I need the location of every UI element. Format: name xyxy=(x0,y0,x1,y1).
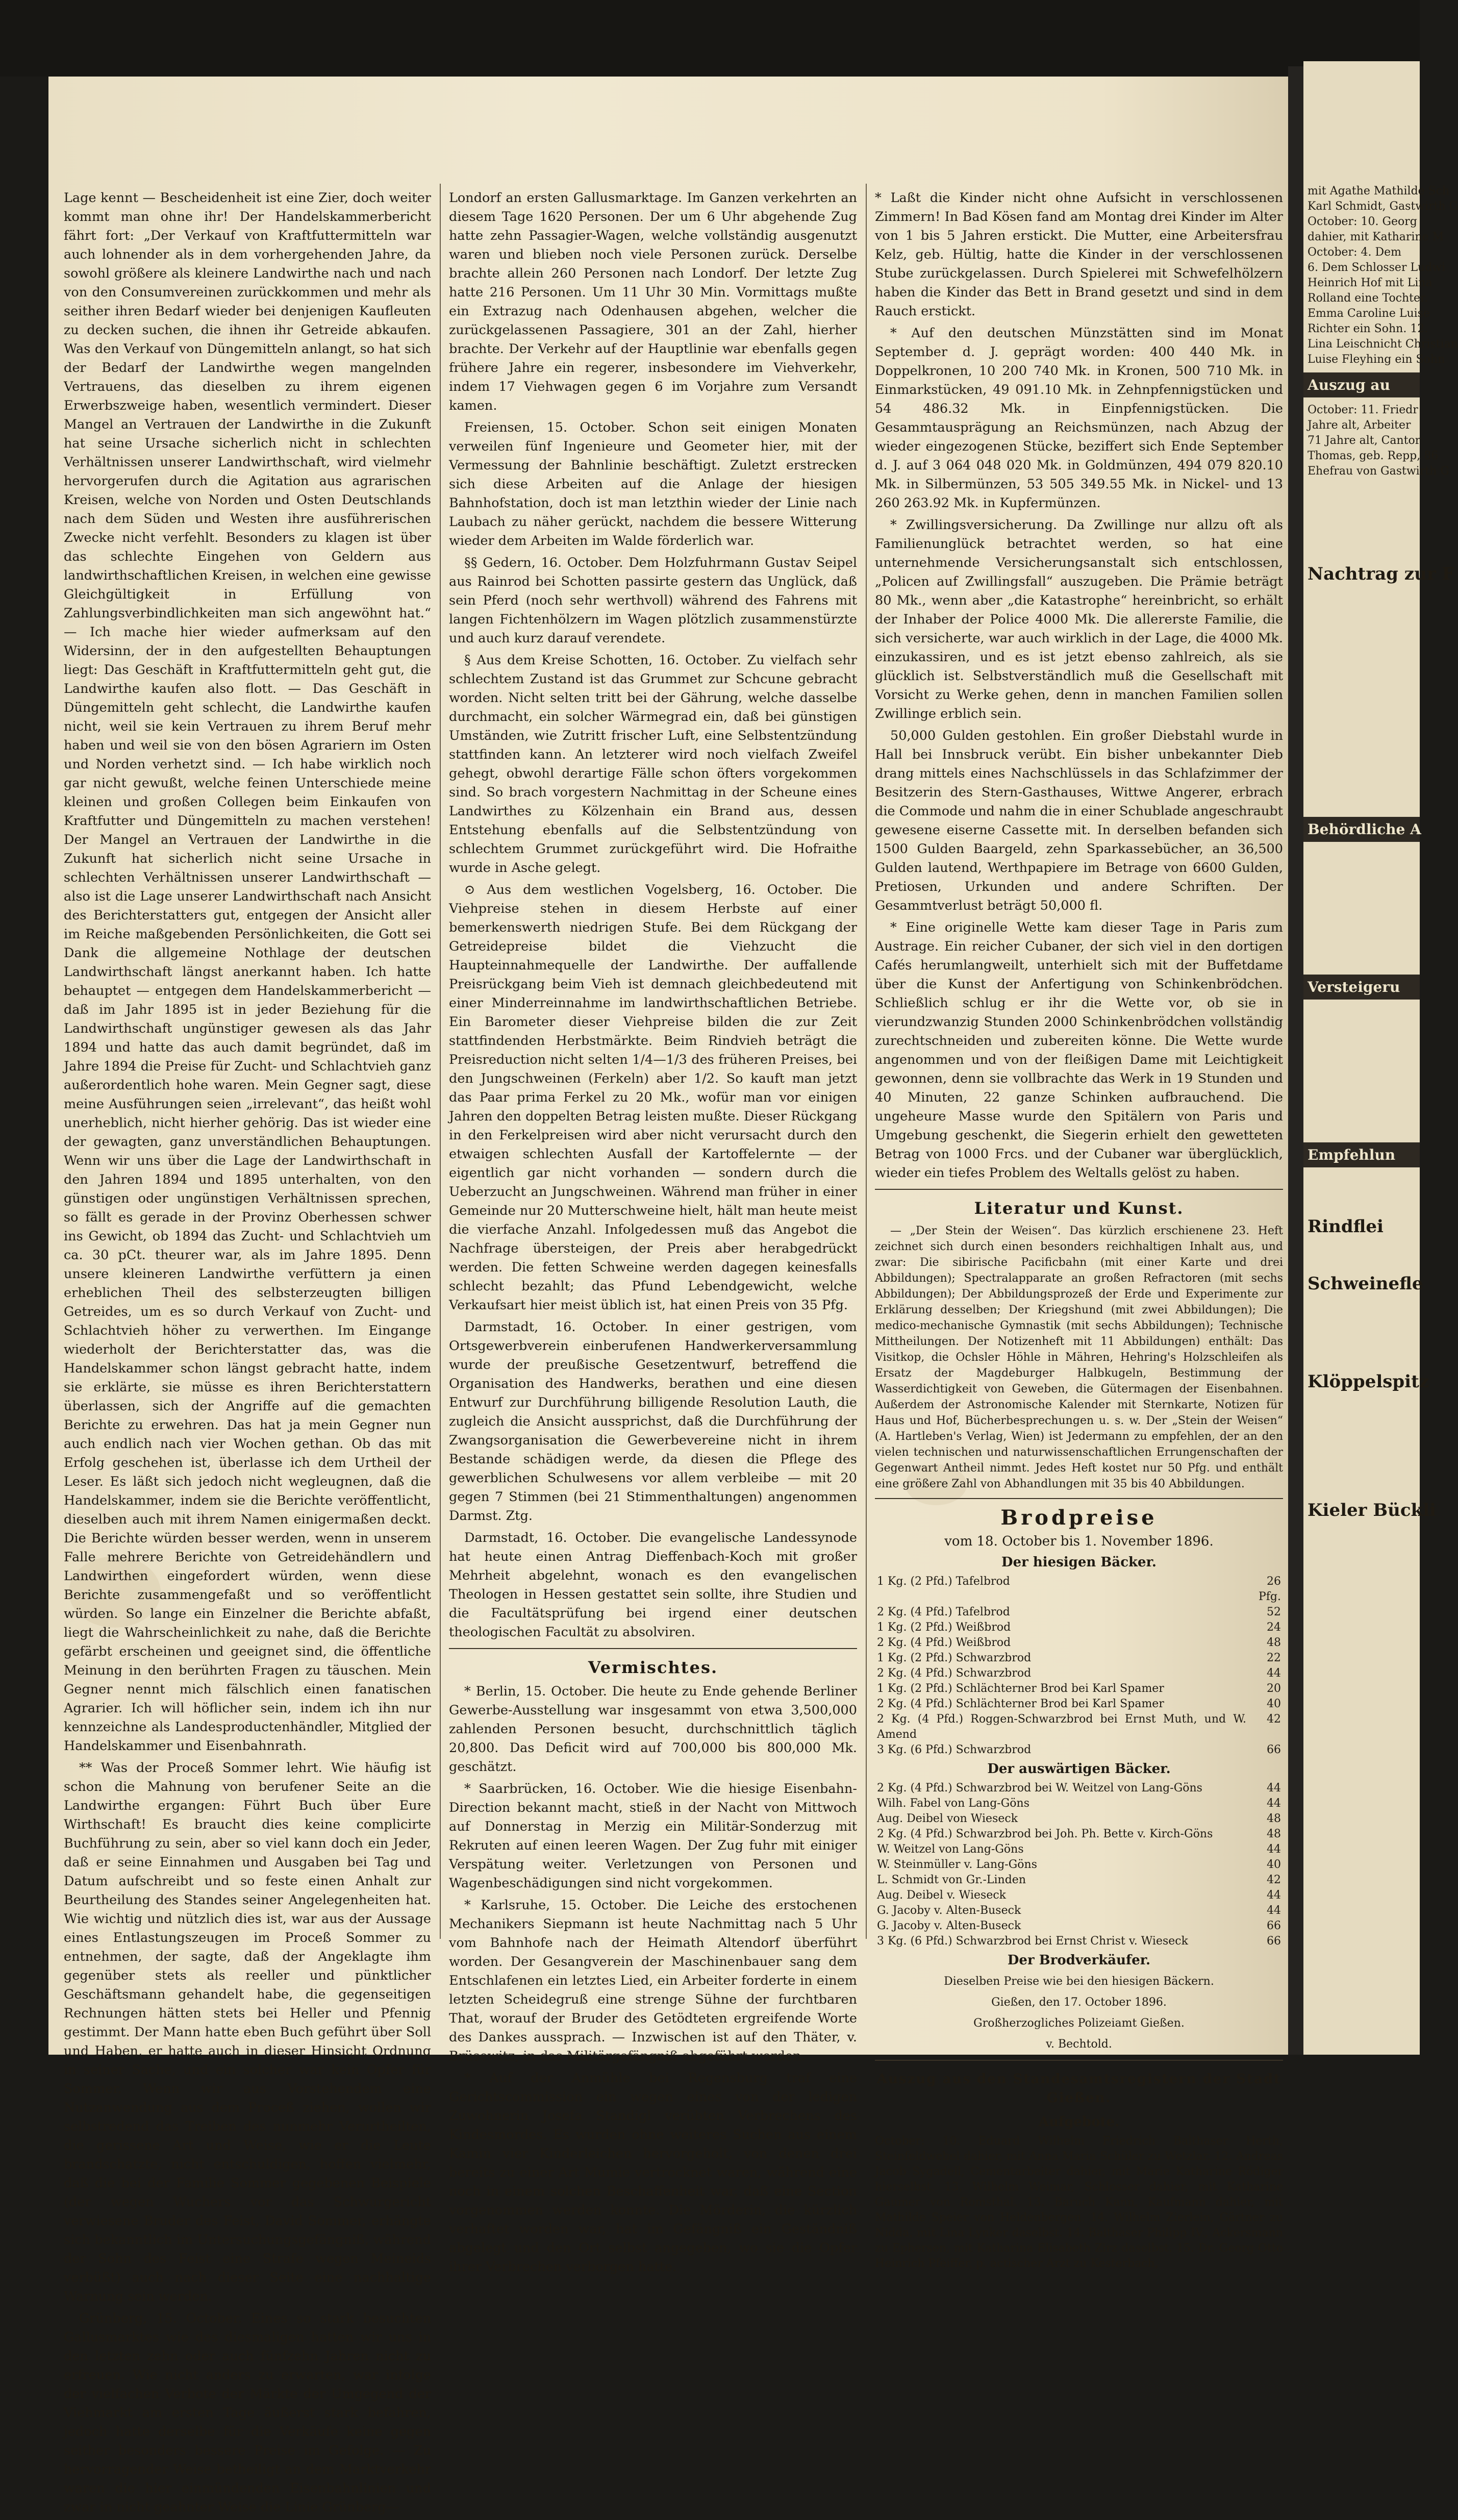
adjacent-text-line: Emma Caroline Luise xyxy=(1308,307,1430,320)
adjacent-text-line: mit Agathe Mathilde Sch xyxy=(1308,185,1450,197)
scan-border-top xyxy=(0,0,1420,77)
adjacent-text-line: Heinrich Hof mit Lina xyxy=(1308,277,1432,289)
bread-item: 2 Kg. (4 Pfd.) Weißbrod xyxy=(877,1636,1011,1649)
bread-item: 2 Kg. (4 Pfd.) Schwarzbrod xyxy=(877,1667,1032,1680)
adjacent-page-register xyxy=(1303,184,1458,367)
bread-price-row xyxy=(875,1742,1283,1758)
section-title-literatur: Literatur und Kunst. xyxy=(974,1199,1184,1218)
bread-subheading-local: Der hiesigen Bäcker. xyxy=(1001,1555,1157,1570)
article-paragraph: 50,000 Gulden gestohlen. Ein großer Diebstahl wurde in Hall bei Innsbruck verübt. Ein bisher unbekannter Dieb drang mittels eines Nachschlüssels in das Schlafzimmer der Besitzerin des Stern-Gasthauses, Wittwe Angerer, erbrach die Commode und nahm die in einer Schublade angeschraubt gewesene eiserne Cassette mit. In derselben befanden sich 1500 Gulden Baargeld, zehn Sparkassebücher, an 36,500 Gulden lautend, Werthpapiere im Betrage von 6600 Gulden, Pretiosen, Urkunden und andere Schriften. Der Gesammtverlust beträgt 50,000 fl. xyxy=(875,728,1283,913)
bread-price-row xyxy=(875,1888,1283,1903)
bread-item: 1 Kg. (2 Pfd.) Weißbrod xyxy=(877,1621,1011,1634)
bread-price-row xyxy=(875,1635,1283,1651)
bread-prices-title: Brodpreise xyxy=(1000,1506,1158,1530)
bread-price-row xyxy=(875,1857,1283,1873)
bread-item: Wilh. Fabel von Lang-Göns xyxy=(877,1797,1029,1810)
article-paragraph: §§ Gedern, 16. October. Dem Holzfuhrmann Gustav Seipel aus Rainrod bei Schotten passirte gestern das Unglück, daß sein Pferd (noch sehr werthvoll) während des Fahrens mit langen Fichtenhölzern im Wagen plötzlich zusammenstürzte und auch kurz darauf verendete. xyxy=(449,555,857,646)
article-paragraph: § Aus dem Kreise Schotten, 16. October. Zu vielfach sehr schlechtem Zustand ist das Grummet zur Schcune gebracht worden. Nicht selten tritt bei der Gährung, welche dasselbe durchmacht, ein solcher Wärmegrad ein, daß bei günstigen Umständen, wie Zutritt frischer Luft, eine Selbstentzündung stattfinden kann. An letzterer wird noch vielfach Zweifel gehegt, obwohl derartige Fälle schon öfters vorgekommen sind. So brach vorgestern Nachmittag in der Scheune eines Landwirthes zu Kölzenhain ein Brand aus, dessen Entstehung ebenfalls auf die Selbstentzündung von schlechtem Grummet zurückgeführt wird. Die Hofraithe wurde in Asche gelegt. xyxy=(449,653,857,876)
bread-price: 40 xyxy=(1267,1698,1281,1710)
bread-price-row xyxy=(875,1842,1283,1857)
column-1 xyxy=(64,189,431,2520)
bread-price-row xyxy=(875,1811,1283,1827)
adjacent-text-line: October: 11. Friedr xyxy=(1308,404,1418,416)
adjacent-ad-word: Kieler Bückli xyxy=(1308,1500,1436,1520)
bread-price-row xyxy=(875,1681,1283,1696)
bread-price-table-local xyxy=(875,1574,1283,1758)
bread-price: 48 xyxy=(1267,1636,1281,1649)
bread-item: 1 Kg. (2 Pfd.) Schlächterner Brod bei Karl Spamer xyxy=(877,1682,1164,1695)
adjacent-ad-word: Klöppelspitz xyxy=(1308,1371,1429,1392)
section-divider xyxy=(875,1189,1283,1190)
bread-item: 2 Kg. (4 Pfd.) Schwarzbrod bei W. Weitzel von Lang-Göns xyxy=(877,1782,1202,1794)
bread-price: 42 xyxy=(1267,1874,1281,1886)
adjacent-ad-word: Rindflei xyxy=(1308,1216,1384,1237)
adjacent-text-line: Karl Schmidt, Gastwirth G xyxy=(1308,200,1458,213)
bread-item: 1 Kg. (2 Pfd.) Tafelbrod xyxy=(877,1575,1010,1588)
column-rule xyxy=(866,184,867,1939)
bread-subheading-sellers: Der Brodverkäufer. xyxy=(1007,1953,1151,1968)
bread-price: 44 xyxy=(1267,1782,1281,1794)
bread-item: W. Steinmüller v. Lang-Göns xyxy=(877,1858,1038,1871)
bread-price-row xyxy=(875,1712,1283,1742)
bread-price: 22 xyxy=(1267,1652,1281,1664)
adjacent-text-line: Rolland eine Tochter. xyxy=(1308,292,1428,305)
adjacent-text-line: 6. Dem Schlosser Ludwi xyxy=(1308,261,1446,274)
bread-price: 24 xyxy=(1267,1621,1281,1634)
bread-authority: Großherzogliches Polizeiamt Gießen. xyxy=(973,2017,1185,2030)
adjacent-heading: Behördliche A xyxy=(1303,817,1420,842)
adjacent-heading: Empfehlun xyxy=(1303,1142,1420,1167)
article-paragraph: Freiensen, 15. October. Schon seit einigen Monaten verweilen fünf Ingenieure und Geometer hier, mit der Vermessung der Bahnlinie beschäftigt. Zuletzt erstrecken sich diese Arbeiten auf die Anlage der hiesigen Bahnhofstation, doch ist man letzthin wieder der Linie nach Laubach zu näher gerückt, nachdem die bessere Witterung wieder dem Arbeiten im Walde förderlich war. xyxy=(449,420,857,548)
bread-item: 3 Kg. (6 Pfd.) Schwarzbrod xyxy=(877,1743,1032,1756)
bread-price-row xyxy=(875,1605,1283,1620)
bread-price: 44 xyxy=(1267,1667,1281,1680)
bread-price: 26 Pfg. xyxy=(1258,1575,1281,1603)
civil-register-text: October: 10. Eduard Wilhelm Friedrich Balthaser Herth, Steinfeldwebel dahier, mit Anna Maria Schüler zu Wetzlar. 12. Andreas Jacob Sygadell, Cementarbeiter dahier, mit Marie Katharine Rödiger hierselbst. 13. Wilhelm Weimar, Schlosser dahier, mit Katharine Gaumer von Romsthal. 13. Baruch Kann, Kaufmann dahier, mit Mathilde Speier von Heldenbergen. 14. Wilhelm Zierlein, Gärtner zu Nidda, mit Lina Lynker daselbst. 14. Balthaser Philipp IV., Ackersmann zu Ephersen, mit Katharina Elisabeth Zirz daselbst. 15. Dr. Georg Otto Heinrich Pfeiffer, p. actischer Arzt zu Kesterbach, xyxy=(875,2135,1283,2270)
section-divider xyxy=(875,1498,1283,1499)
section-title-vermischtes: Vermischtes. xyxy=(588,1658,718,1677)
bread-footnote: Dieselben Preise wie bei den hiesigen Bäckern. xyxy=(944,1975,1214,1988)
bread-price: 66 xyxy=(1267,1743,1281,1756)
bread-price-row xyxy=(875,1827,1283,1842)
adjacent-ad-word: Schweinefle xyxy=(1308,1274,1423,1294)
bread-item: 2 Kg. (4 Pfd.) Schlächterner Brod bei Karl Spamer xyxy=(877,1698,1164,1710)
adjacent-page-strip xyxy=(1303,61,1458,2055)
article-paragraph: Darmstadt, 16. October. In einer gestrigen, vom Ortsgewerbverein einberufenen Handwerkerversammlung wurde der preußische Gesetzentwurf, betreffend die Organisation des Handwerks, berathen und eine diesen Entwurf zur Durchführung billigende Resolution Lauth, die zugleich die Ansicht aussprichst, daß die Durchführung der Zwangsorganisation die Gewerbevereine nicht in ihrem Bestande schädigen werde, da diesen die Pflege des gewerblichen Schulwesens vor allem verbleibe — mit 20 gegen 7 Stimmen (bei 21 Stimmenthaltungen) angenommen Darmst. Ztg. xyxy=(449,1319,857,1524)
civil-register-subtitle: Aufgebote. xyxy=(1038,2114,1120,2130)
adjacent-heading: Versteigeru xyxy=(1303,975,1420,1000)
bread-item: L. Schmidt von Gr.-Linden xyxy=(877,1874,1026,1886)
adjacent-text-line: 71 Jahre alt, Cantor xyxy=(1308,434,1421,447)
adjacent-heading: Auszug au xyxy=(1303,372,1420,397)
adjacent-text-line: Thomas, geb. Repp, 86 xyxy=(1308,450,1439,462)
civil-register-title: Auszug aus den Standesamtsregistern der Stadt Gießen. xyxy=(876,2072,1281,2106)
column-2 xyxy=(449,189,857,2280)
adjacent-text-line: Ehefrau von Gastwirth G xyxy=(1308,465,1449,478)
article-paragraph: * Zwillingsversicherung. Da Zwillinge nur allzu oft als Familienunglück betrachtet werden, so hat eine unternehmende Versicherungsanstalt sich entschlossen, „Policen auf Zwillingsfall“ auszugeben. Die Prämie beträgt 80 Mk., wenn aber „die Katastrophe“ hereinbricht, so erhält der Inhaber der Police 4000 Mk. Die allererste Familie, die sich versicherte, war auch wirklich in der Lage, die 4000 Mk. einzukassiren, und es ist jetzt ebenso zahlreich, als sie glücklich ist. Selbstverständlich muß die Gesellschaft mit Vorsicht zu Werke gehen, denn in manchen Familien sollen Zwillinge erblich sein. xyxy=(875,517,1283,721)
bread-price-row xyxy=(875,1696,1283,1712)
bread-price: 66 xyxy=(1267,1919,1281,1932)
bread-item: 2 Kg. (4 Pfd.) Roggen-Schwarzbrod bei Ernst Muth, und W. Amend xyxy=(877,1713,1246,1741)
bread-price-row xyxy=(875,1781,1283,1796)
bread-price-row xyxy=(875,1651,1283,1666)
article-paragraph: Lage kennt — Bescheidenheit ist eine Zier, doch weiter kommt man ohne ihr! Der Handelskammerbericht fährt fort: „Der Verkauf von Kraftfuttermitteln war auch lohnender als in dem vorhergehenden Jahre, da sowohl größere als kleinere Landwirthe nach und nach von den Consumvereinen zurückkommen und mehr als seither ihren Bedarf wieder bei denjenigen Kaufleuten zu decken suchen, die ihnen ihr Getreide abkaufen. Was den Verkauf von Düngemitteln anlangt, so hat sich der Bedarf der Landwirthe wegen mangelnden Vertrauens, das dieselben zu ihrem eigenen Erwerbszweige haben, wesentlich vermindert. Dieser Mangel an Vertrauen der Landwirthe in die Zukunft hat seine Ursache sicherlich nicht in schlechten Verhältnissen unserer Landwirthschaft, wird vielmehr hervorgerufen durch die Agitation aus agrarischen Kreisen, welche von Norden und Osten Deutschlands nach dem Süden und Westen ihre ausführerischen Zwecke nicht verfehlt. Besonders zu klagen ist über das schlechte Eingehen von Geldern aus landwirthschaftlichen Kreisen, in welchen eine gewisse Gleichgültigkeit in Erfüllung von Zahlungsverbindlichkeiten man sich angewöhnt hat.“ — Ich mache hier wieder aufmerksam auf den Widersinn, der in den aufgestellten Behauptungen liegt: Das Geschäft in Kraftfuttermitteln geht gut, die Landwirthe kaufen also flott. — Das Geschäft in Düngemitteln geht schlecht, die Landwirthe kaufen nicht, weil sie kein Vertrauen zu ihrem Beruf mehr haben und weil sie von den bösen Agrariern im Osten und Norden verhetzt sind. — Ich habe wirklich noch gar nicht gewußt, welche feinen Unterschiede meine kleinen und großen Collegen beim Einkaufen von Kraftfutter und Düngemitteln zu machen verstehen! Der Mangel an Vertrauen der Landwirthe in die Zukunft hat sicherlich nicht seine Ursache in schlechten Verhältnissen unserer Landwirthschaft — also ist die Lage unserer Landwirthschaft nach Ansicht des Berichterstatters gut, entgegen der Ansicht aller im Reiche maßgebenden Persönlichkeiten, die Gott sei Dank die allgemeine Nothlage der deutschen Landwirthschaft längst anerkannt haben. Ich hatte behauptet — entgegen dem Handelskammerbericht — daß im Jahr 1895 ist in jeder Beziehung für die Landwirthschaft ungünstiger gewesen als das Jahr 1894 und hatte das auch damit begründet, daß im Jahre 1894 die Preise für Zucht- und Schlachtvieh ganz außerordentlich hohe waren. Mein Gegner sagt, diese meine Ausführungen seien „irrelevant“, das heißt wohl unerheblich, nicht hierher gehörig. Das ist wieder eine der gewagten, ganz unverständlichen Behauptungen. Wenn wir uns über die Lage der Landwirthschaft in den Jahren 1894 und 1895 unterhalten, von den günstigen oder ungünstigen Verhältnissen sprechen, so fällt es gerade in der Provinz Oberhessen schwer ins Gewicht, ob 1894 das Zucht- und Schlachtvieh um ca. 30 pCt. theurer war, als im Jahre 1895. Denn unsere kleineren Landwirthe verfüttern ja einen erheblichen Theil des selbsterzeugten billigen Getreides, um es so durch Verkauf von Zucht- und Schlachtvieh höher zu verwerthen. Im Eingange wiederholt der Berichterstatter das, was die Handelskammer schon längst gebracht hatte, indem sie erklärte, sie müsse es ihren Berichterstattern überlassen, sich der Angriffe auf die gemachten Berichte zu erwehren. Das hat ja mein Gegner nun auch endlich nach vier Wochen gethan. Ob das mit Erfolg geschehen ist, überlasse ich dem Urtheil der Leser. Es läßt sich jedoch nicht wegleugnen, daß die Handelskammer, indem sie die Berichte veröffentlicht, dieselben auch mit ihrem Namen einigermaßen deckt. Die Berichte würden besser werden, wenn in unserem Falle mehrere Berichte von Getreidehändlern und Landwirthen eingefordert würden, wenn diese Berichte zusammengefaßt und so veröffentlicht würden. So lange ein Einzelner die Berichte abfaßt, liegt die Wahrscheinlichkeit zu nahe, daß die Berichte gefärbt erscheinen und geeignet sind, die öffentliche Meinung in den berührten Fragen zu täuschen. Mein Gegner nennt mich fälschlich einen fanatischen Agrarier. Ich will höflicher sein, indem ich ihn nur kennzeichne als Landesproductenhändler, Mitglied der Handelskammer und Eisenbahnrath. xyxy=(64,190,431,1754)
article-paragraph: * Eine originelle Wette kam dieser Tage in Paris zum Austrage. Ein reicher Cubaner, der sich viel in den dortigen Cafés herumlangweilt, unterhielt sich mit der Buffetdame über die Kunst der Anfertigung von Schinkenbrödchen. Schließlich schlug er ihr die Wette vor, ob sie in vierundzwanzig Stunden 2000 Schinkenbrödchen vollständig zurechtschneiden und zubereiten könne. Die Wette wurde angenommen und von der fleißigen Dame mit Leichtigkeit gewonnen, denn sie vollbrachte das Werk in 19 Stunden und 40 Minuten, 22 ganze Schinken aufbrauchend. Die ungeheure Masse wurde den Spitälern von Paris und Umgebung geschenkt, die Siegerin erhielt den gewetteten Betrag von 1000 Frcs. und der Cubaner war überglücklich, wieder ein tiefes Problem des Weltalls gelöst zu haben. xyxy=(875,920,1283,1181)
bread-price: 52 xyxy=(1267,1606,1281,1618)
adjacent-heading: Nachtrag zur F xyxy=(1308,564,1454,584)
article-paragraph: * Auf der Anmühle bei Regensburg traf eine Gerichtscommission ein wegen eines von der ledigen Zuwohnerin Josefa Standigl verübten Verbrechens des Kindesmordes. Es wurden ohne weiteres Suchen aus einem Kamin vier Kinderleichen hervorgeholt, von denen drei bereits zu einer Art Mumie vertrocknet waren, während eine noch in einem solchen Beschaffenheit war, daß eine Section vorgenommen werden konnte. Die Mörderin, die kürzlich verhaftet worden war, hat im Gefängniß ein Geständniß abgelegt und den Ort selbst angegeben, wo sie die Opfer ihrer Verbrechen verborgen hatte. xyxy=(449,2070,857,2275)
adjacent-text-line: dahier, mit Katharine M xyxy=(1308,231,1444,243)
bread-signature: v. Bechtold. xyxy=(1046,2038,1112,2051)
bread-price: 44 xyxy=(1267,1797,1281,1810)
article-paragraph: * Berlin, 15. October. Die heute zu Ende gehende Berliner Gewerbe-Ausstellung war insgesammt von etwa 3,500,000 zahlenden Personen besucht, durchschnittlich täglich 20,800. Das Deficit wird auf 700,000 bis 800,000 Mk. geschätzt. xyxy=(449,1684,857,1775)
adjacent-page-register-b xyxy=(1303,403,1449,479)
bread-item: G. Jacoby v. Alten-Buseck xyxy=(877,1904,1021,1917)
article-paragraph: Grünberg, 15. October. Eines so stark besuchten Gallusmarktes wie des diesmaligen hatten wir uns in den letzten zehn oder auch fünfzehn Jahren nicht zu erfreuen. Wie nicht anders zu erwarten, war infolge der vielfachen Verbote der Märkte der Umgegend der Viehmarkt am ersten Tage äußerst stark befahren, jedoch hatte derselbe für die Verkäufe keine gegen seither besonders bessere Preise im Gefolge. — Zu hervorragender Weise betheiligt an dem Marktverkehr waren die hier einmündenden Eisenbahnlinien und zwar in nicht geahnter Weise die Linie Grünberg— xyxy=(64,2311,431,2515)
adjacent-text-line: Jahre alt, Arbeiter xyxy=(1308,419,1411,432)
bread-price: 44 xyxy=(1267,1889,1281,1902)
adjacent-text-line: October: 4. Dem xyxy=(1308,246,1401,259)
column-3 xyxy=(875,189,1283,2275)
bread-price-row xyxy=(875,1796,1283,1811)
bread-price: 48 xyxy=(1267,1812,1281,1825)
article-paragraph: ⊙ Aus dem westlichen Vogelsberg, 16. October. Die Viehpreise stehen in diesem Herbste auf einer bemerkenswerth niedrigen Stufe. Bei dem Rückgang der Getreidepreise bildet die Viehzucht die Haupteinnahmequelle der Landwirthe. Der auffallende Preisrückgang beim Vieh ist demnach gleichbedeutend mit einer Minderreinnahme im landwirthschaftlichen Betriebe. Ein Barometer dieser Viehpreise bilden die zur Zeit stattfindenden Herbstmärkte. Beim Rindvieh beträgt die Preisreduction nicht selten 1/4—1/3 des früheren Preises, bei den Jungschweinen (Ferkeln) aber 1/2. So kauft man jetzt das Paar prima Ferkel zu 20 Mk., wofür man vor einigen Jahren den doppelten Betrag leisten mußte. Dieser Rückgang in den Ferkelpreisen wird aber nicht verursacht durch den etwaigen schlechten Ausfall der Kartoffelernte — der eigentlich gar nicht vorhanden — sondern durch die Ueberzucht an Jungschweinen. Während man früher in einer Gemeinde nur 20 Mutterschweine hielt, hält man heute meist die vierfache Anzahl. Infolgedessen muß das Angebot die Nachfrage übersteigen, der Preis aber herabgedrückt werden. Die fetten Schweine werden dagegen keinesfalls schlecht bezahlt; das Pfund Lebendgewicht, welche Verkaufsart hier meist üblich ist, hat einen Preis von 35 Pfg. xyxy=(449,882,857,1313)
bread-price-table-outside xyxy=(875,1781,1283,1949)
adjacent-text-line: Luise Fleyhing ein Sohn xyxy=(1308,353,1445,366)
article-paragraph: * Auf den deutschen Münzstätten sind im Monat September d. J. geprägt worden: 400 440 Mk. in Doppelkronen, 10 200 740 Mk. in Kronen, 500 710 Mk. in Einmarkstücken, 49 091.10 Mk. in Zehnpfennigstücken und 54 486.32 Mk. in Einpfennigstücken. Die Gesammtausprägung an Reichsmünzen, nach Abzug der wieder eingezogenen Stücke, beziffert sich Ende September d. J. auf 3 064 048 020 Mk. in Goldmünzen, 494 079 820.10 Mk. in Silbermünzen, 53 505 349.55 Mk. in Nickel- und 13 260 263.92 Mk. in Kupfermünzen. xyxy=(875,326,1283,511)
bread-price: 48 xyxy=(1267,1828,1281,1840)
adjacent-text-line: Richter ein Sohn. 12. xyxy=(1308,322,1428,335)
bread-item: Aug. Deibel von Wieseck xyxy=(877,1812,1018,1825)
bread-price-row xyxy=(875,1574,1283,1605)
bread-item: Aug. Deibel v. Wieseck xyxy=(877,1889,1006,1902)
column-rule xyxy=(440,184,441,1939)
adjacent-text-line: Lina Leischnicht Christian xyxy=(1308,338,1458,351)
bread-price-row xyxy=(875,1934,1283,1949)
bread-prices-period: vom 18. October bis 1. November 1896. xyxy=(944,1534,1214,1549)
section-divider xyxy=(875,2060,1283,2061)
bread-item: W. Weitzel von Lang-Göns xyxy=(877,1843,1024,1856)
bread-price-row xyxy=(875,1918,1283,1934)
bread-item: 2 Kg. (4 Pfd.) Schwarzbrod bei Joh. Ph. Bette v. Kirch-Göns xyxy=(877,1828,1213,1840)
adjacent-text-line: October: 10. Georg xyxy=(1308,215,1417,228)
bread-subheading-outside: Der auswärtigen Bäcker. xyxy=(987,1761,1171,1777)
bread-price-row xyxy=(875,1620,1283,1635)
bread-item: 3 Kg. (6 Pfd.) Schwarzbrod bei Ernst Christ v. Wieseck xyxy=(877,1935,1188,1948)
bread-price: 40 xyxy=(1267,1858,1281,1871)
bread-price-row xyxy=(875,1903,1283,1918)
article-paragraph: Darmstadt, 16. October. Die evangelische Landessynode hat heute einen Antrag Dieffenbach-Koch mit großer Mehrheit abgelehnt, wonach es den evangelischen Theologen in Hessen gestattet sein sollte, ihre Studien und die Facultätsprüfung bei irgend einer deutschen theologischen Facultät zu absolviren. xyxy=(449,1530,857,1640)
literature-notice: — „Der Stein der Weisen“. Das kürzlich erschienene 23. Heft zeichnet sich durch einen besonders reichhaltigen Inhalt aus, und zwar: Die sibirische Pacificbahn (mit einer Karte und drei Abbildungen); Spectralapparate an großen Refractoren (mit sechs Abbildungen); Der Abbildungsprozeß der Erde und Experimente zur Erklärung desselben; Der Kriegshund (mit zwei Abbildungen); Die medico-mechanische Gymnastik (mit sechs Abbildungen); Technische Mittheilungen. Der Notizenheft mit 11 Abbildungen) enthält: Das Visitkop, die Ochsler Höhle in Mähren, Hehring's Holzschleifen als Ersatz der Magdeburger Halbkugeln, Bestimmung der Wasserdichtigkeit von Geweben, die Gütermagen der Eisenbahnen. Außerdem der Astronomische Kalender mit Sternkarte, Notizen für Haus und Hof, Bücherbesprechungen u. s. w. Der „Stein der Weisen“ (A. Hartleben's Verlag, Wien) ist Jedermann zu empfehlen, der an den vielen technischen und naturwissenschaftlichen Errungenschaften der Gegenwart Antheil nimmt. Jedes Heft kostet nur 50 Pfg. und enthält eine größere Zahl von Abhandlungen mit 35 bis 40 Abbildungen. xyxy=(875,1225,1283,1490)
bread-date: Gießen, den 17. October 1896. xyxy=(991,1996,1167,2009)
article-paragraph: * Laßt die Kinder nicht ohne Aufsicht in verschlossenen Zimmern! In Bad Kösen fand am Montag drei Kinder im Alter von 1 bis 5 Jahren erstickt. Die Mutter, eine Arbeitersfrau Kelz, geb. Hültig, hatte die Kinder in der verschlossenen Stube zurückgelassen. Durch Spielerei mit Schwefelhölzern haben die Kinder das Bett in Brand gesetzt und sind in dem Rauch erstickt. xyxy=(875,190,1283,319)
bread-price: 66 xyxy=(1267,1935,1281,1948)
bread-price-row xyxy=(875,1873,1283,1888)
bread-item: 2 Kg. (4 Pfd.) Tafelbrod xyxy=(877,1606,1010,1618)
bread-price: 42 xyxy=(1267,1713,1281,1726)
book-gutter xyxy=(1288,66,1303,2055)
bread-item: G. Jacoby v. Alten-Buseck xyxy=(877,1919,1021,1932)
article-paragraph: Londorf an ersten Gallusmarktage. Im Ganzen verkehrten an diesem Tage 1620 Personen. Der um 6 Uhr abgehende Zug hatte zehn Passagier-Wagen, welche vollständig ausgenutzt waren und blieben noch viele Personen zurück. Derselbe brachte allein 260 Personen nach Londorf. Der letzte Zug hatte 216 Personen. Um 11 Uhr 30 Min. Vormittags mußte ein Extrazug nach Odenhausen abgehen, welcher die zurückgelassenen Passagiere, 301 an der Zahl, hierher brachte. Der Verkehr auf der Hauptlinie war ebenfalls gegen frühere Jahre ein regerer, insbesondere im Viehverkehr, indem 17 Viehwagen gegen 6 im Vorjahre zum Versandt kamen. xyxy=(449,190,857,413)
bread-price-row xyxy=(875,1666,1283,1681)
bread-price: 20 xyxy=(1267,1682,1281,1695)
article-paragraph: * Saarbrücken, 16. October. Wie die hiesige Eisenbahn-Direction bekannt macht, stieß in der Nacht von Mittwoch auf Donnerstag in Merzig ein Militär-Sonderzug mit Rekruten auf einen leeren Wagen. Der Zug fuhr mit einiger Verspätung weiter. Verletzungen von Personen und Wagenbeschädigungen sind nicht vorgekommen. xyxy=(449,1781,857,1891)
bread-item: 1 Kg. (2 Pfd.) Schwarzbrod xyxy=(877,1652,1032,1664)
article-paragraph: ** Was der Proceß Sommer lehrt. Wie häufig ist schon die Mahnung von berufener Seite an die Landwirthe ergangen: Führt Buch über Eure Wirthschaft! Es braucht dies keine complicirte Buchführung zu sein, aber so viel kann doch ein Jeder, daß er seine Einnahmen und Ausgaben bei Tag und Datum aufschreibt und so feste einen Anhalt zur Beurtheilung des Standes seiner Angelegenheiten hat. Wie wichtig und nützlich dies ist, war aus der Aussage eines Entlastungszeugen im Proceß Sommer zu entnehmen, der sagte, daß der Angeklagte ihm gegenüber stets als reeller und pünktlicher Geschäftsmann gehandelt habe, die gegenseitigen Rechnungen hätten stets bei Heller und Pfennig gestimmt. Der Mann hatte eben Buch geführt über Soll und Haben, er hatte auch in dieser Hinsicht Ordnung in seiner Sache, und ein solcher war kein Opfer für Sommer. Wenn wir aus Vorstehendem eine Nutzanwendung aus dem Proceß ziehen, wollen wir selbstredend das Treiben des nunmehr Verurtheilten, die gerissene Art und Weise, wie er die Leute brandschatzte, nicht entschuldigen, hoffen vielmehr, daß die bei der Familie Sommer gegebenen Beispiele (der wegen Wuchers vor das Schwurgericht verwiesene Bruder des Feist, David Sommer, erhängte sich bekanntlich im Untersuchungsgefängniß, während der Sohn des Feist eine Strafe wegen Meineids verbüßt) auch nach dieser Seite eine nachhaltige Warnung sein werden. xyxy=(64,1760,431,2304)
article-paragraph: * Karlsruhe, 15. October. Die Leiche des erstochenen Mechanikers Siepmann ist heute Nachmittag nach 5 Uhr vom Bahnhofe nach der Heimath Altendorf überführt worden. Der Gesangverein der Maschinenbauer sang dem Entschlafenen ein letztes Lied, ein Arbeiter forderte in einem letzten Scheidegruß eine strenge Sühne der furchtbaren That, worauf der Bruder des Getödteten ergreifende Worte des Dankes aussprach. — Inzwischen ist auf den Thäter, v. Brüsewitz, in das Militärgefängniß abgeführt worden. xyxy=(449,1898,857,2064)
bread-price: 44 xyxy=(1267,1843,1281,1856)
bread-price: 44 xyxy=(1267,1904,1281,1917)
section-divider xyxy=(449,1648,857,1649)
